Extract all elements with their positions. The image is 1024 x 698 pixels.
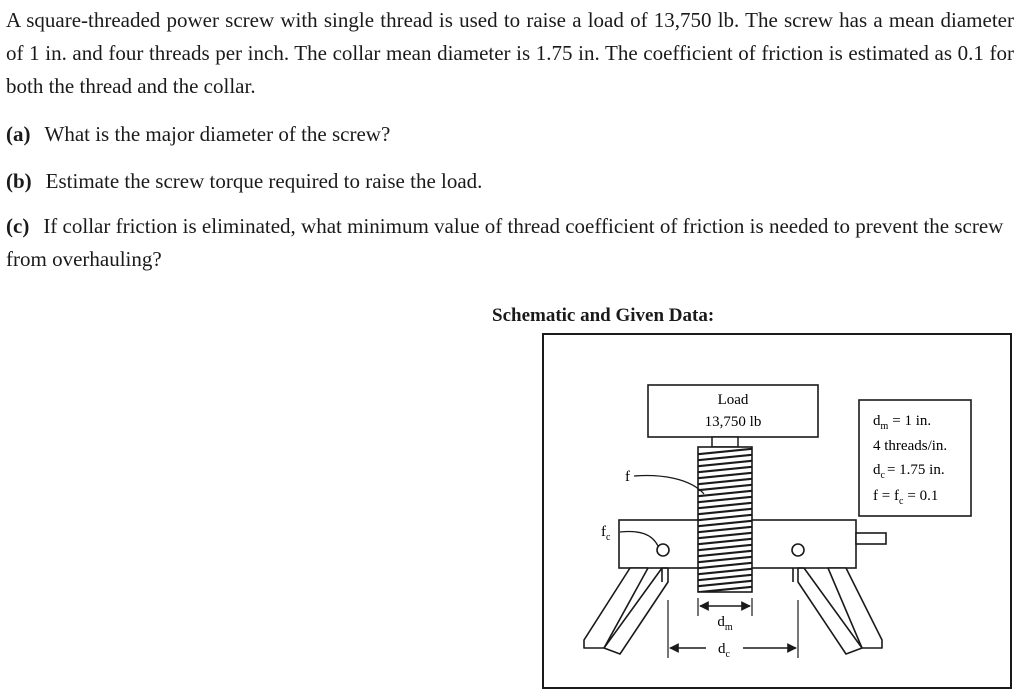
- schematic-title: Schematic and Given Data:: [492, 305, 715, 326]
- question-a-text: What is the major diameter of the screw?: [44, 122, 391, 146]
- given-dc-sub: c: [880, 470, 885, 481]
- dc-dimension-label: [718, 641, 731, 660]
- problem-intro: A square-threaded power screw with single thread is used to raise a load of 13,750 lb. The screw has a mean diameter of 1 in. and four threads per inch. The collar mean diameter is 1.75 in. The coefficient of friction is estimated as 0.1 for both the thread and the collar.: [6, 8, 1014, 98]
- dm-dimension-label: [717, 614, 733, 633]
- collar-friction-symbol: f: [601, 524, 606, 540]
- given-dm-sub: m: [880, 421, 889, 432]
- thread-friction-label: f: [625, 469, 630, 485]
- dc-dimension-symbol: d: [718, 641, 726, 657]
- screw-body: [690, 447, 760, 593]
- given-f-sub: c: [898, 496, 904, 507]
- collar-friction-sub: c: [606, 532, 611, 543]
- given-threads: 4 threads/in.: [873, 438, 948, 454]
- question-a-tag: (a): [6, 122, 31, 146]
- given-dc-value: = 1.75 in.: [886, 462, 945, 478]
- given-dm-symbol: d: [873, 413, 881, 429]
- question-c-text: If collar friction is eliminated, what minimum value of thread coefficient of friction is needed to prevent the screw from overhauling?: [6, 214, 1004, 271]
- given-dc-symbol: d: [873, 462, 881, 478]
- load-label: Load: [717, 392, 749, 408]
- dm-dimension: [698, 598, 752, 616]
- thread-friction-leader: [634, 476, 704, 494]
- dc-dimension-sub: c: [725, 649, 730, 660]
- collar-bearing-left: [657, 544, 669, 556]
- load-value: 13,750 lb: [704, 414, 762, 430]
- collar-friction-label: [601, 524, 611, 543]
- screw-neck: [712, 437, 738, 447]
- given-f-symbol: f = f: [873, 488, 899, 504]
- given-dm-value: = 1 in.: [892, 413, 932, 429]
- question-c-tag: (c): [6, 214, 30, 238]
- question-b-text: Estimate the screw torque required to raise the load.: [45, 169, 483, 193]
- given-f-value: = 0.1: [907, 488, 939, 504]
- dm-dimension-sub: m: [724, 622, 733, 633]
- dc-dimension: [668, 600, 798, 658]
- question-b-tag: (b): [6, 169, 32, 193]
- dm-dimension-symbol: d: [717, 614, 725, 630]
- collar-bearing-right: [792, 544, 804, 556]
